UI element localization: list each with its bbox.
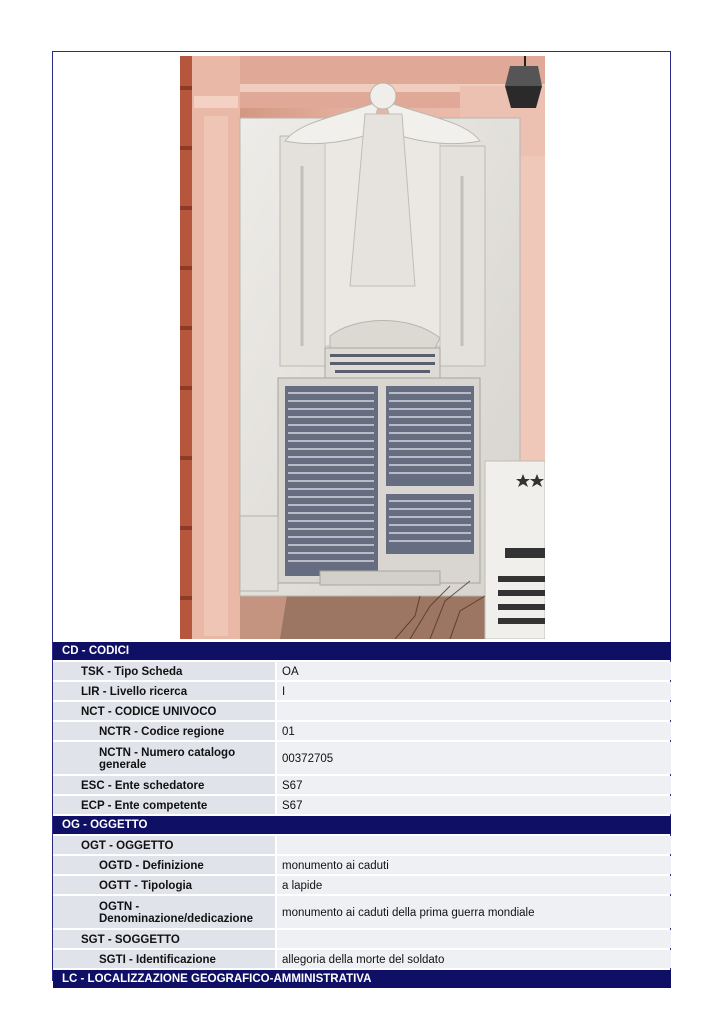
field-label: ESC - Ente schedatore bbox=[53, 776, 275, 794]
field-value bbox=[277, 702, 671, 720]
field-label: OGTD - Definizione bbox=[53, 856, 275, 874]
table-row bbox=[53, 742, 671, 774]
field-value: monumento ai caduti della prima guerra mondiale bbox=[277, 896, 671, 928]
field-label: SGT - SOGGETTO bbox=[53, 930, 275, 948]
field-value bbox=[277, 930, 671, 948]
table-row bbox=[53, 722, 671, 740]
table-row bbox=[53, 702, 671, 720]
field-value: monumento ai caduti bbox=[277, 856, 671, 874]
field-value: S67 bbox=[277, 796, 671, 814]
table-row bbox=[53, 796, 671, 814]
table-row bbox=[53, 896, 671, 928]
field-label: NCTR - Codice regione bbox=[53, 722, 275, 740]
catalog-table bbox=[53, 642, 671, 990]
table-row bbox=[53, 876, 671, 894]
table-row bbox=[53, 662, 671, 680]
field-label: OGTT - Tipologia bbox=[53, 876, 275, 894]
field-value: 00372705 bbox=[277, 742, 671, 774]
field-value: OA bbox=[277, 662, 671, 680]
table-row bbox=[53, 836, 671, 854]
field-value bbox=[277, 836, 671, 854]
table-row bbox=[53, 776, 671, 794]
field-label: LIR - Livello ricerca bbox=[53, 682, 275, 700]
field-value: allegoria della morte del soldato bbox=[277, 950, 671, 968]
section-header-og: OG - OGGETTO bbox=[53, 816, 671, 834]
table-row bbox=[53, 682, 671, 700]
field-value: S67 bbox=[277, 776, 671, 794]
field-value: a lapide bbox=[277, 876, 671, 894]
section-header-cd: CD - CODICI bbox=[53, 642, 671, 660]
field-label: OGT - OGGETTO bbox=[53, 836, 275, 854]
field-label: ECP - Ente competente bbox=[53, 796, 275, 814]
table-row bbox=[53, 950, 671, 968]
monument-photo bbox=[180, 56, 545, 639]
table-row bbox=[53, 856, 671, 874]
field-label: TSK - Tipo Scheda bbox=[53, 662, 275, 680]
field-label: NCTN - Numero catalogo generale bbox=[53, 742, 275, 774]
field-label: NCT - CODICE UNIVOCO bbox=[53, 702, 275, 720]
field-value: 01 bbox=[277, 722, 671, 740]
field-value: I bbox=[277, 682, 671, 700]
table-row bbox=[53, 930, 671, 948]
field-label: SGTI - Identificazione bbox=[53, 950, 275, 968]
field-label: OGTN - Denominazione/dedicazione bbox=[53, 896, 275, 928]
section-header-lc: LC - LOCALIZZAZIONE GEOGRAFICO-AMMINISTRATIVA bbox=[53, 970, 671, 988]
